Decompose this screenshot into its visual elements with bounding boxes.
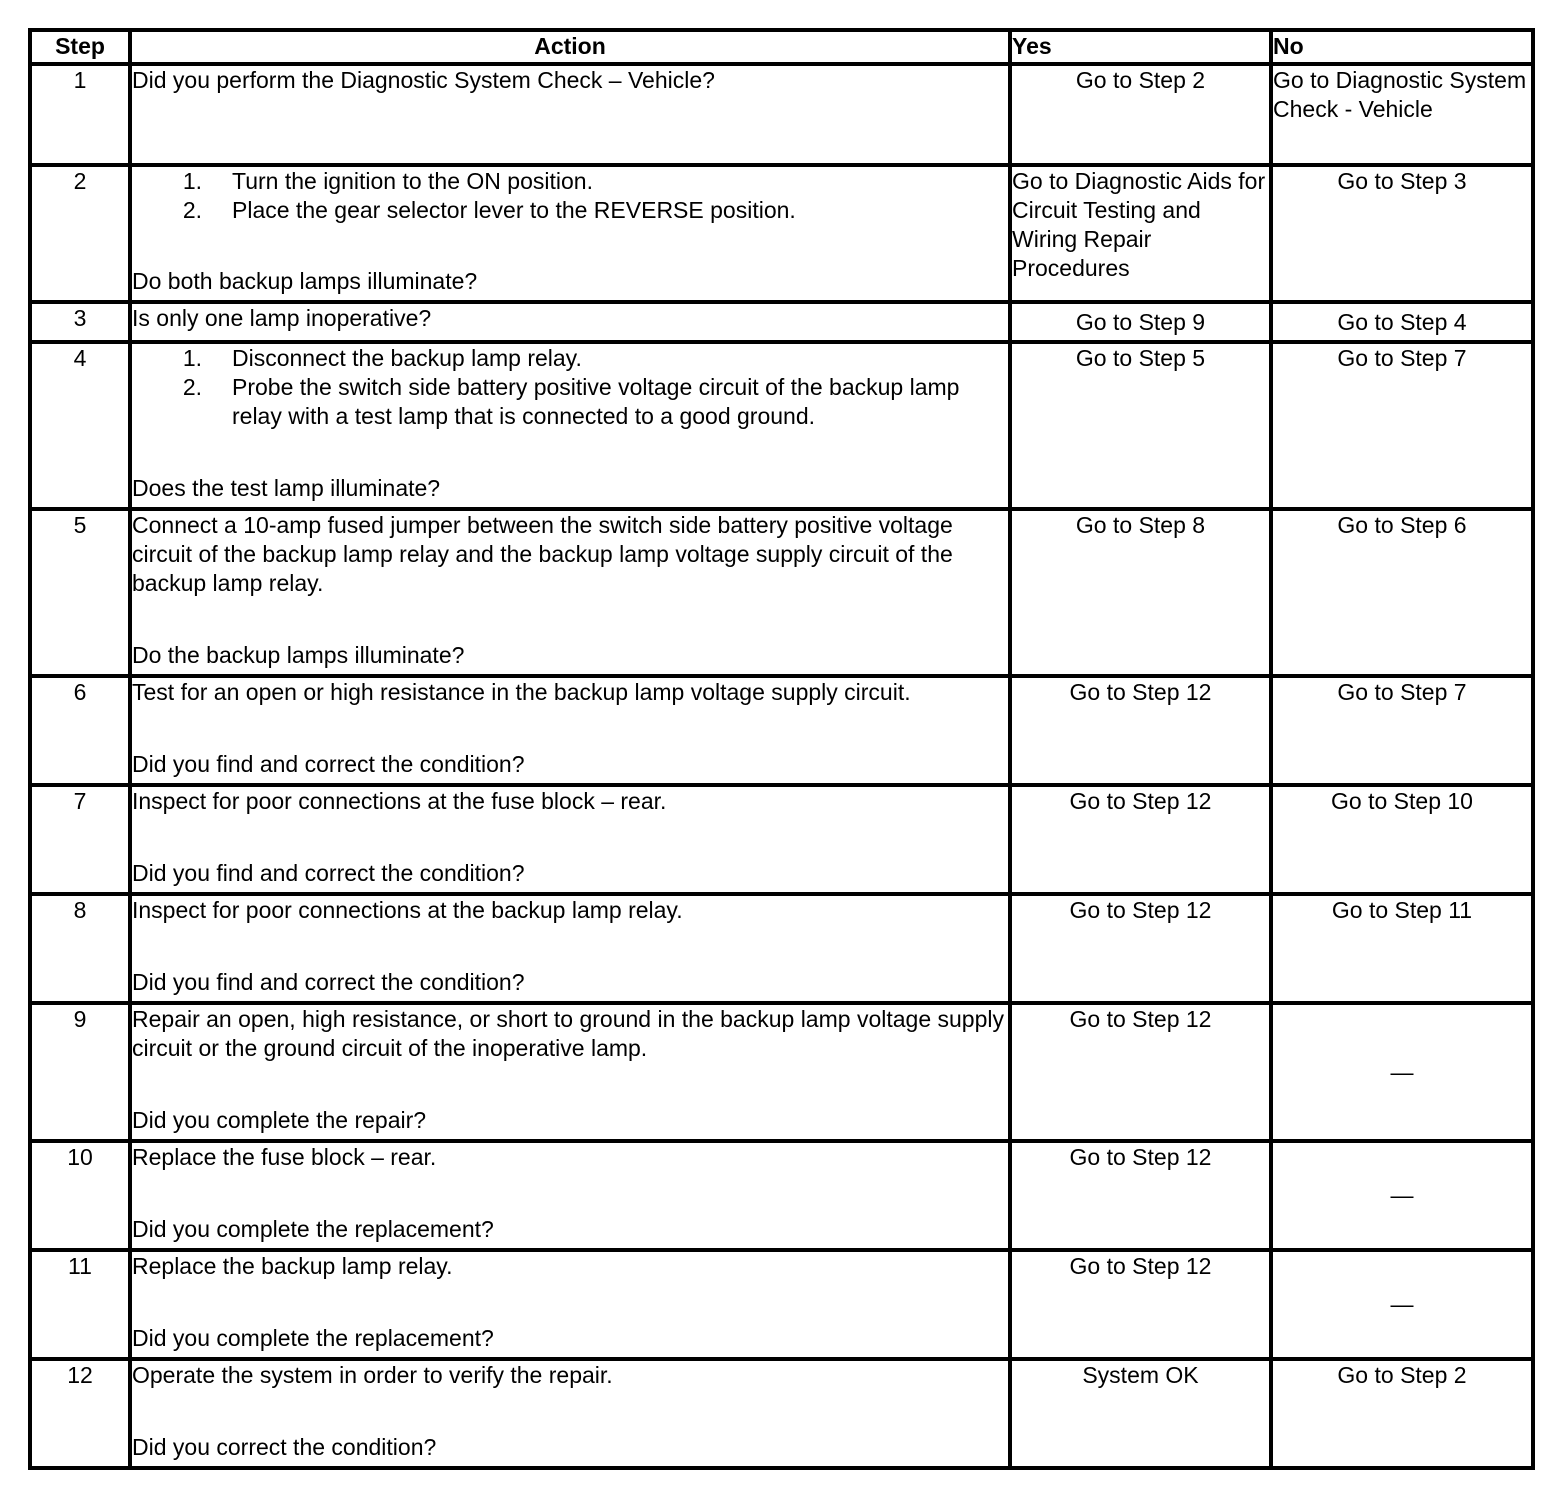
action-text: Inspect for poor connections at the backup lamp relay. [132, 897, 683, 923]
no-cell: Go to Diagnostic System Check - Vehicle [1271, 64, 1533, 165]
step-number: 6 [30, 676, 130, 785]
table-row [30, 165, 1533, 302]
no-cell: — [1271, 1003, 1533, 1141]
yes-cell: Go to Diagnostic Aids for Circuit Testing and Wiring Repair Procedures [1010, 165, 1271, 302]
table-row [30, 342, 1533, 509]
action-question: Did you complete the replacement? [132, 1216, 494, 1242]
action-text: Replace the fuse block – rear. [132, 1144, 437, 1170]
action-question: Did you find and correct the condition? [132, 860, 525, 886]
action-text: Inspect for poor connections at the fuse block – rear. [132, 788, 667, 814]
list-item: 1. Disconnect the backup lamp relay. [182, 345, 582, 371]
step-number: 4 [30, 342, 130, 509]
no-cell: — [1271, 1250, 1533, 1359]
list-item: 2. Probe the switch side battery positive voltage circuit of the backup lamp relay with a test lamp that is connected to a good ground. [182, 374, 960, 429]
table-row [30, 1003, 1533, 1141]
step-number: 12 [30, 1359, 130, 1468]
action-question: Does the test lamp illuminate? [132, 475, 441, 501]
no-cell: Go to Step 3 [1271, 165, 1533, 302]
yes-cell: Go to Step 12 [1010, 1250, 1271, 1359]
action-text: Replace the backup lamp relay. [132, 1253, 453, 1279]
no-cell: Go to Step 11 [1271, 894, 1533, 1003]
action-steps [132, 167, 1008, 225]
no-cell: — [1271, 1141, 1533, 1250]
action-cell [130, 1359, 1010, 1468]
action-cell [130, 1141, 1010, 1250]
yes-cell: Go to Step 12 [1010, 785, 1271, 894]
action-text: Did you perform the Diagnostic System Check – Vehicle? [132, 67, 715, 93]
action-cell [130, 302, 1010, 342]
action-question: Do the backup lamps illuminate? [132, 642, 465, 668]
action-cell [130, 1250, 1010, 1359]
action-text: Repair an open, high resistance, or short to ground in the backup lamp voltage supply circuit or the ground circuit of the inoperative lamp. [132, 1006, 1004, 1061]
yes-cell: Go to Step 12 [1010, 894, 1271, 1003]
no-cell: Go to Step 10 [1271, 785, 1533, 894]
step-number: 3 [30, 302, 130, 342]
step-number: 7 [30, 785, 130, 894]
action-question: Did you find and correct the condition? [132, 969, 525, 995]
action-text: Test for an open or high resistance in the backup lamp voltage supply circuit. [132, 679, 911, 705]
action-cell [130, 1003, 1010, 1141]
step-number: 8 [30, 894, 130, 1003]
action-text: Is only one lamp inoperative? [132, 305, 432, 331]
action-cell [130, 64, 1010, 165]
no-cell: Go to Step 4 [1271, 302, 1533, 342]
yes-cell: Go to Step 8 [1010, 509, 1271, 676]
action-cell [130, 342, 1010, 509]
table-row [30, 64, 1533, 165]
action-steps [132, 344, 1008, 431]
step-number: 1 [30, 64, 130, 165]
yes-cell: Go to Step 9 [1010, 302, 1271, 342]
action-text: Connect a 10-amp fused jumper between the switch side battery positive voltage circuit of the backup lamp relay and the backup lamp voltage supply circuit of the backup lamp relay. [132, 512, 953, 596]
header-step: Step [30, 30, 130, 64]
step-number: 2 [30, 165, 130, 302]
action-question: Did you complete the replacement? [132, 1325, 494, 1351]
list-item: 2. Place the gear selector lever to the REVERSE position. [182, 197, 796, 223]
yes-cell: Go to Step 2 [1010, 64, 1271, 165]
action-question: Did you find and correct the condition? [132, 751, 525, 777]
action-question: Did you complete the repair? [132, 1107, 427, 1133]
table-row [30, 1250, 1533, 1359]
step-number: 5 [30, 509, 130, 676]
no-cell: Go to Step 7 [1271, 342, 1533, 509]
yes-cell: Go to Step 12 [1010, 1003, 1271, 1141]
action-cell [130, 676, 1010, 785]
action-cell [130, 785, 1010, 894]
yes-cell: Go to Step 12 [1010, 1141, 1271, 1250]
header-action: Action [130, 30, 1010, 64]
header-row [30, 30, 1533, 64]
action-cell [130, 165, 1010, 302]
table-row [30, 1141, 1533, 1250]
no-cell: Go to Step 2 [1271, 1359, 1533, 1468]
action-text: Operate the system in order to verify the repair. [132, 1362, 613, 1388]
list-item: 1. Turn the ignition to the ON position. [182, 168, 593, 194]
table-row [30, 1359, 1533, 1468]
table-row [30, 785, 1533, 894]
yes-cell: Go to Step 5 [1010, 342, 1271, 509]
action-question: Did you correct the condition? [132, 1434, 437, 1460]
step-number: 10 [30, 1141, 130, 1250]
no-cell: Go to Step 7 [1271, 676, 1533, 785]
table-row [30, 509, 1533, 676]
header-no: No [1271, 30, 1533, 64]
diagnostic-table [28, 28, 1535, 1470]
yes-cell: System OK [1010, 1359, 1271, 1468]
step-number: 9 [30, 1003, 130, 1141]
header-yes: Yes [1010, 30, 1271, 64]
action-cell [130, 509, 1010, 676]
table-row [30, 302, 1533, 342]
action-question: Do both backup lamps illuminate? [132, 268, 478, 294]
table-row [30, 894, 1533, 1003]
action-cell [130, 894, 1010, 1003]
step-number: 11 [30, 1250, 130, 1359]
table-row [30, 676, 1533, 785]
no-cell: Go to Step 6 [1271, 509, 1533, 676]
yes-cell: Go to Step 12 [1010, 676, 1271, 785]
